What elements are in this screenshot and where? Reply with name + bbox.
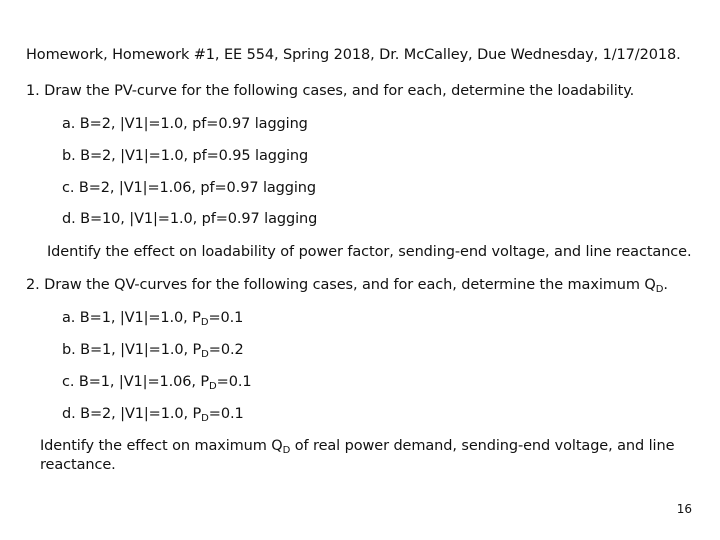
problem-1-item-c: c. B=2, |V1|=1.06, pf=0.97 lagging xyxy=(62,180,316,196)
problem-2-prompt-subscript: D xyxy=(655,284,664,295)
homework-title: Homework, Homework #1, EE 554, Spring 2018, Dr. McCalley, Due Wednesday, 1/17/2018. xyxy=(26,47,681,63)
item-text: b. B=1, |V1|=1.0, P xyxy=(62,342,202,358)
item-text: d. B=2, |V1|=1.0, P xyxy=(62,406,202,422)
item-text: c. B=1, |V1|=1.06, P xyxy=(62,374,210,390)
problem-2-conclusion xyxy=(40,437,700,475)
item-subscript: D xyxy=(201,413,209,424)
problem-1-conclusion: Identify the effect on loadability of power factor, sending-end voltage, and line reactance. xyxy=(47,244,692,260)
item-text: a. B=1, |V1|=1.0, P xyxy=(62,310,201,326)
problem-2-prompt xyxy=(26,276,668,295)
problem-2-item-a xyxy=(62,309,243,328)
item-subscript: D xyxy=(201,349,209,360)
item-subscript: D xyxy=(209,381,217,392)
problem-1-item-d: d. B=10, |V1|=1.0, pf=0.97 lagging xyxy=(62,211,318,227)
item-value: =0.1 xyxy=(216,374,252,390)
problem-2-prompt-end: . xyxy=(663,277,668,293)
page-number: 16 xyxy=(676,502,692,516)
problem-1-item-b: b. B=2, |V1|=1.0, pf=0.95 lagging xyxy=(62,148,309,164)
problem-1-prompt: 1. Draw the PV-curve for the following cases, and for each, determine the loadability. xyxy=(26,83,635,99)
item-value: =0.1 xyxy=(208,406,244,422)
problem-2-prompt-text: 2. Draw the QV-curves for the following cases, and for each, determine the maximum Q xyxy=(26,277,656,293)
conclusion-subscript: D xyxy=(282,445,291,456)
item-subscript: D xyxy=(200,317,209,328)
item-value: =0.1 xyxy=(208,310,244,326)
problem-2-item-c xyxy=(62,373,251,392)
item-value: =0.2 xyxy=(208,342,244,358)
problem-1-item-a: a. B=2, |V1|=1.0, pf=0.97 lagging xyxy=(62,116,308,132)
problem-2-item-b xyxy=(62,341,244,360)
problem-2-item-d xyxy=(62,405,244,424)
conclusion-text: Identify the effect on maximum Q xyxy=(40,438,283,454)
conclusion-text-end: of real power demand, sending-end voltage, and line reactance. xyxy=(40,438,675,473)
